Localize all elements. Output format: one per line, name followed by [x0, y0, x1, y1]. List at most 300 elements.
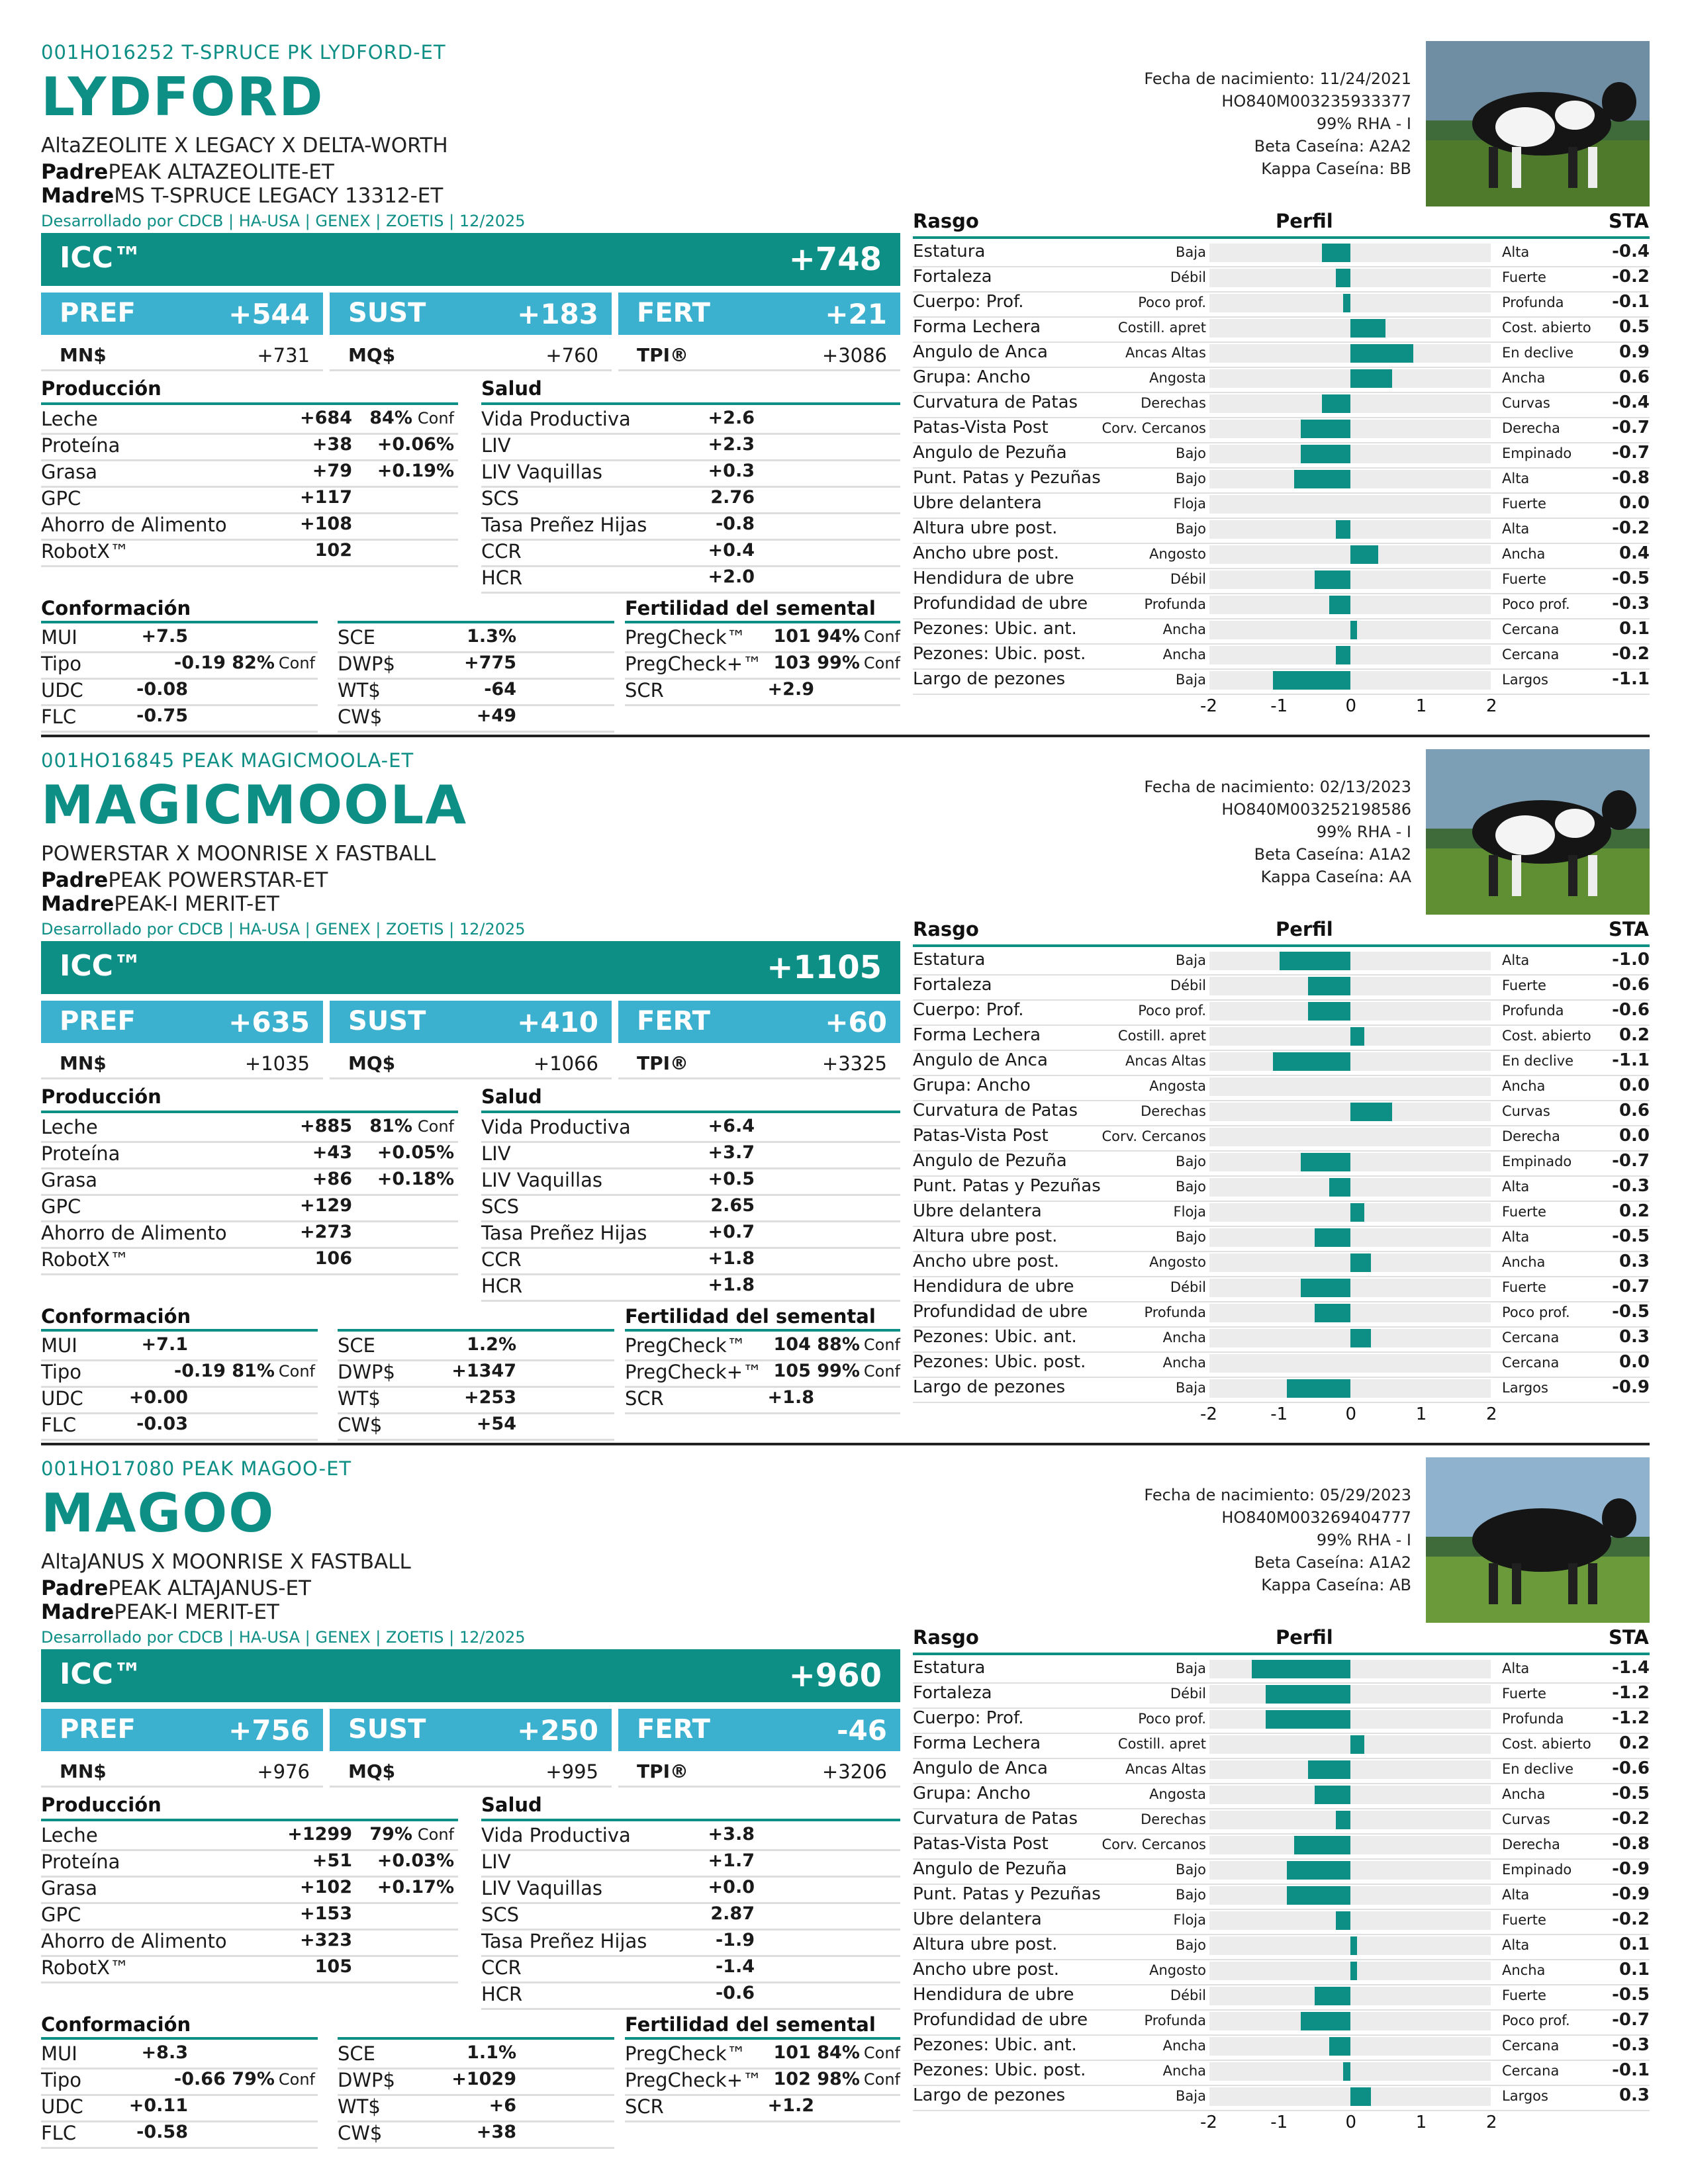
high-label: En declive [1502, 345, 1574, 361]
profile-bar [1273, 1052, 1350, 1071]
profile-bar [1350, 1027, 1364, 1046]
axis-tick-label: 0 [1345, 696, 1357, 716]
trait-value: 2.76 [710, 487, 755, 508]
lineal-row [913, 2034, 1650, 2061]
conformacion-row [41, 2120, 318, 2149]
trait-name: Curvatura de Patas [913, 1101, 1078, 1120]
low-label: Angosta [1149, 1078, 1206, 1094]
trait-name: Vida Productiva [481, 1116, 631, 1138]
sta-value: -0.3 [1612, 1176, 1650, 1196]
otros-rule [338, 2037, 614, 2040]
axis-tick-label: -2 [1200, 2113, 1217, 2132]
profile-bar [1322, 394, 1350, 413]
conformacion-title: Conformación [41, 1305, 191, 1328]
bull-photo-image [1426, 1457, 1650, 1623]
trait-value: +79 [312, 461, 352, 481]
trait-extra [369, 408, 454, 428]
profile-track [1209, 1379, 1491, 1398]
profile-track [1209, 319, 1491, 338]
birth-info [1144, 1484, 1411, 1596]
trait-value: -64 [484, 679, 516, 700]
profile-bar [1280, 952, 1350, 970]
sta-value: 0.6 [1618, 1101, 1650, 1120]
trait-name: SCS [481, 1195, 520, 1218]
salud-row [481, 433, 900, 461]
info-line: HO840M003252198586 [1221, 800, 1411, 819]
fertilidad-row [625, 2041, 900, 2070]
bull-photo [1426, 749, 1650, 915]
lineal-row [913, 568, 1650, 594]
trait-name: Angulo de Anca [913, 1050, 1048, 1070]
sta-value: -0.7 [1612, 1277, 1650, 1297]
sire-line [41, 868, 328, 892]
axis-tick-label: 2 [1486, 696, 1497, 716]
lineal-row [913, 2060, 1650, 2086]
salud-row [481, 1194, 900, 1222]
profile-bar [1301, 445, 1350, 463]
section-divider [41, 735, 1650, 737]
high-label: Curvas [1502, 395, 1550, 411]
low-label: Costill. apret [1117, 1028, 1206, 1044]
pref-label: PREF [60, 1006, 136, 1036]
trait-name: Grasa [41, 1877, 98, 1899]
high-label: Fuerte [1502, 496, 1546, 512]
salud-row [481, 1273, 900, 1302]
produccion-title: Producción [41, 377, 162, 400]
cow-leg [1512, 1563, 1521, 1604]
otros-row [338, 2068, 614, 2096]
salud-row [481, 406, 900, 435]
profile-bar [1287, 1379, 1350, 1398]
trait-extra-value: +0.06% [377, 434, 454, 455]
trait-name: Angulo de Pezuña [913, 443, 1067, 463]
lineal-row [913, 442, 1650, 469]
profile-bar [1315, 1786, 1350, 1804]
lineal-row [913, 1201, 1650, 1227]
cow-body [1472, 1508, 1611, 1572]
dam-line [41, 892, 279, 916]
index-tpi [618, 1756, 900, 1788]
profile-track [1209, 1128, 1491, 1146]
index-mq [330, 1048, 612, 1079]
sta-value: -0.7 [1612, 418, 1650, 437]
salud-row [481, 1247, 900, 1275]
mn-value: +976 [257, 1760, 310, 1783]
tpi-value: +3206 [821, 1760, 887, 1783]
mq-value: +760 [545, 344, 598, 367]
trait-name: Punt. Patas y Pezuñas [913, 1176, 1101, 1196]
trait-value: +273 [300, 1222, 352, 1242]
produccion-row [41, 1876, 458, 1904]
produccion-row [41, 1115, 458, 1143]
cow-head [1602, 82, 1636, 122]
trait-value-text: -0.03 [136, 1414, 188, 1434]
high-label: Cercana [1502, 621, 1560, 637]
fertilidad-row [625, 1359, 900, 1388]
trait-name: WT$ [338, 2095, 381, 2118]
low-label: Floja [1173, 1204, 1206, 1220]
conf-label: Conf [863, 654, 900, 672]
trait-value-text: 103 99% [773, 653, 860, 673]
axis-tick-label: -2 [1200, 1404, 1217, 1424]
high-label: Poco prof. [1502, 1304, 1570, 1320]
low-label: Ancas Altas [1125, 345, 1206, 361]
trait-extra-value: 79% [369, 1824, 412, 1844]
trait-value: +3.7 [708, 1142, 755, 1163]
trait-value: +6.4 [708, 1116, 755, 1136]
sta-value: 0.3 [1618, 2085, 1650, 2105]
profile-bar [1350, 1962, 1358, 1980]
developed-by: Desarrollado por CDCB | HA-USA | GENEX | ZOETIS | 12/2025 [41, 212, 526, 230]
produccion-row [41, 1194, 458, 1222]
trait-extra-value: +0.03% [377, 1850, 454, 1871]
lineal-row [913, 1783, 1650, 1809]
high-label: Alta [1502, 1887, 1530, 1903]
lineal-row [913, 392, 1650, 418]
trait-value: +684 [300, 408, 352, 428]
info-line: Fecha de nacimiento: 05/29/2023 [1144, 1486, 1411, 1504]
conf-label: Conf [863, 627, 900, 646]
conformacion-title: Conformación [41, 597, 191, 619]
salud-rule [481, 1111, 900, 1113]
high-label: Empinado [1502, 445, 1572, 461]
high-label: Ancha [1502, 1786, 1546, 1802]
sta-value: -0.2 [1612, 1809, 1650, 1829]
profile-bar [1350, 319, 1385, 338]
lineal-row [913, 668, 1650, 695]
sta-header: STA [1609, 1626, 1649, 1649]
profile-track [1209, 1936, 1491, 1955]
high-label: Fuerte [1502, 1279, 1546, 1295]
fertilidad-row [625, 2068, 900, 2096]
bull-photo-image [1426, 41, 1650, 206]
trait-value-text: +7.5 [141, 626, 188, 647]
high-label: Cercana [1502, 1355, 1560, 1371]
trait-name: Angulo de Anca [913, 1758, 1048, 1778]
low-label: Bajo [1176, 1154, 1206, 1169]
conformacion-row [41, 625, 318, 653]
axis-tick-label: 1 [1415, 1404, 1427, 1424]
high-label: Alta [1502, 1229, 1530, 1245]
high-label: Cost. abierto [1502, 1028, 1591, 1044]
pref-value: +756 [228, 1714, 310, 1747]
high-label: Fuerte [1502, 978, 1546, 993]
produccion-row [41, 512, 458, 541]
trait-value-text: 101 94% [773, 626, 860, 647]
subindex-fert [618, 1001, 900, 1043]
trait-name: Vida Productiva [481, 408, 631, 430]
mq-label: MQ$ [348, 1052, 396, 1074]
trait-name: Ahorro de Alimento [41, 1930, 227, 1952]
low-label: Derechas [1141, 1103, 1206, 1119]
profile-track [1209, 1735, 1491, 1754]
sust-value: +410 [517, 1006, 598, 1038]
section-divider [41, 1443, 1650, 1445]
high-label: Ancha [1502, 1254, 1546, 1270]
bull-name: MAGICMOOLA [41, 774, 468, 836]
low-label: Floja [1173, 1912, 1206, 1928]
low-label: Floja [1173, 496, 1206, 512]
profile-bar [1315, 1987, 1350, 2005]
sire-name: PEAK ALTAJANUS-ET [108, 1576, 311, 1600]
profile-bar [1350, 545, 1379, 564]
trait-name: Profundidad de ubre [913, 1302, 1088, 1322]
trait-value [768, 2095, 814, 2116]
axis-tick-label: 2 [1486, 2113, 1497, 2132]
trait-name: LIV [481, 1142, 511, 1165]
trait-value: +102 [300, 1877, 352, 1897]
profile-track [1209, 520, 1491, 539]
otros-row [338, 1386, 614, 1414]
trait-name: Profundidad de ubre [913, 594, 1088, 614]
subindex-pref [41, 1709, 323, 1751]
low-label: Bajo [1176, 445, 1206, 461]
conf-label: Conf [863, 1336, 900, 1354]
high-label: Derecha [1502, 1128, 1560, 1144]
high-label: Largos [1502, 1380, 1548, 1396]
sta-value: -1.0 [1612, 950, 1650, 970]
axis-tick-label: 1 [1415, 696, 1427, 716]
profile-bar [1336, 269, 1350, 287]
profile-bar [1329, 596, 1350, 614]
lineal-row [913, 999, 1650, 1026]
trait-name: Ubre delantera [913, 1201, 1042, 1221]
lineal-row [913, 1377, 1650, 1403]
lineal-row [913, 1326, 1650, 1353]
profile-bar [1301, 1279, 1350, 1297]
trait-name: PregCheck™ [625, 2042, 746, 2065]
high-label: Ancha [1502, 546, 1546, 562]
low-label: Profunda [1144, 1304, 1206, 1320]
low-label: Débil [1170, 1987, 1206, 2003]
trait-name: Altura ubre post. [913, 1226, 1058, 1246]
trait-name: Tasa Preñez Hijas [481, 1222, 647, 1244]
trait-value [174, 1361, 315, 1381]
trait-name: Grupa: Ancho [913, 1784, 1031, 1803]
trait-name: FLC [41, 1414, 77, 1436]
high-label: Poco prof. [1502, 2013, 1570, 2028]
trait-name: Proteína [41, 434, 120, 457]
trait-name: PregCheck+™ [625, 1361, 763, 1383]
axis-tick-label: -1 [1270, 1404, 1288, 1424]
profile-track [1209, 1685, 1491, 1704]
low-label: Bajo [1176, 1229, 1206, 1245]
sta-value: -1.1 [1612, 669, 1650, 689]
sta-value: 0.3 [1618, 1327, 1650, 1347]
mn-label: MN$ [60, 1760, 107, 1782]
lineal-row [913, 1301, 1650, 1328]
cow-leg [1489, 855, 1498, 896]
trait-value: +1.8 [708, 1248, 755, 1269]
trait-name: CW$ [338, 2122, 383, 2144]
tpi-label: TPI® [637, 344, 689, 366]
trait-name: Punt. Patas y Pezuñas [913, 1884, 1101, 1904]
tpi-value: +3086 [821, 344, 887, 367]
pref-label: PREF [60, 298, 136, 328]
low-label: Angosto [1149, 1254, 1206, 1270]
sust-value: +183 [517, 298, 598, 330]
trait-name: Leche [41, 1116, 98, 1138]
trait-value: 102 [314, 540, 352, 561]
sust-label: SUST [348, 1006, 426, 1036]
trait-extra-value: 81% [369, 1116, 412, 1136]
cow-leg [1489, 147, 1498, 188]
trait-value-text: +2.9 [767, 679, 814, 700]
axis-tick-label: -1 [1270, 2113, 1288, 2132]
sta-value: 0.2 [1618, 1201, 1650, 1221]
trait-name: Tipo [41, 1361, 82, 1383]
trait-extra [377, 434, 454, 455]
profile-bar [1343, 294, 1350, 312]
mn-label: MN$ [60, 1052, 107, 1074]
profile-bar [1287, 1886, 1350, 1905]
conformacion-rule [41, 2037, 318, 2040]
trait-name: Ahorro de Alimento [41, 1222, 227, 1244]
high-label: Fuerte [1502, 1912, 1546, 1928]
tpi-label: TPI® [637, 1760, 689, 1782]
trait-value: +54 [476, 1414, 516, 1434]
lineal-row [913, 1934, 1650, 1960]
profile-bar [1308, 1002, 1350, 1021]
profile-track [1209, 269, 1491, 287]
trait-name: FLC [41, 2122, 77, 2144]
profile-track [1209, 445, 1491, 463]
high-label: Fuerte [1502, 1686, 1546, 1702]
profile-track [1209, 1786, 1491, 1804]
trait-name: Leche [41, 1824, 98, 1846]
sta-value: 0.4 [1618, 543, 1650, 563]
trait-name: Largo de pezones [913, 1377, 1066, 1397]
profile-track [1209, 977, 1491, 995]
trait-name: RobotX™ [41, 1956, 129, 1979]
trait-name: Pezones: Ubic. post. [913, 644, 1086, 664]
trait-name: Patas-Vista Post [913, 418, 1049, 437]
sta-value: -0.7 [1612, 1151, 1650, 1171]
trait-name: UDC [41, 679, 83, 702]
trait-name: Ancho ubre post. [913, 543, 1059, 563]
trait-value [174, 2069, 315, 2089]
trait-name: CCR [481, 1248, 522, 1271]
trait-value: +2.0 [708, 567, 755, 587]
lineal-row [913, 1100, 1650, 1126]
produccion-row [41, 1902, 458, 1931]
trait-value: -1.4 [715, 1956, 755, 1977]
salud-row [481, 1141, 900, 1169]
profile-track [1209, 1836, 1491, 1854]
pedigree: POWERSTAR X MOONRISE X FASTBALL [41, 842, 436, 866]
trait-extra [377, 1142, 454, 1163]
sta-value: 0.6 [1618, 367, 1650, 387]
trait-name: Ahorro de Alimento [41, 514, 227, 536]
profile-bar [1308, 977, 1350, 995]
trait-name: CCR [481, 1956, 522, 1979]
conf-label: Conf [278, 654, 315, 672]
high-label: Ancha [1502, 1962, 1546, 1978]
trait-name: Hendidura de ubre [913, 1277, 1074, 1297]
info-line: Beta Caseína: A1A2 [1254, 1553, 1411, 1572]
cow-head [1602, 1498, 1636, 1538]
profile-track [1209, 1178, 1491, 1197]
trait-value-text: -0.19 82% [174, 653, 275, 673]
trait-value: +885 [300, 1116, 352, 1136]
profile-track [1209, 1228, 1491, 1247]
trait-extra [369, 1824, 454, 1844]
trait-name: Largo de pezones [913, 2085, 1066, 2105]
pref-value: +635 [228, 1006, 310, 1038]
otros-row [338, 2120, 614, 2149]
high-label: Derecha [1502, 1837, 1560, 1852]
trait-value [129, 1387, 188, 1408]
low-label: Corv. Cercanos [1102, 1837, 1206, 1852]
profile-bar [1350, 369, 1393, 388]
produccion-row [41, 1247, 458, 1275]
produccion-row [41, 406, 458, 435]
otros-row [338, 651, 614, 680]
trait-name: MUI [41, 626, 77, 649]
trait-value-text: 102 98% [773, 2069, 860, 2089]
fertilidad-rule [625, 1329, 900, 1332]
low-label: Baja [1176, 2088, 1206, 2104]
lineal-row [913, 1351, 1650, 1378]
trait-name: LIV Vaquillas [481, 461, 602, 483]
info-line: Fecha de nacimiento: 02/13/2023 [1144, 778, 1411, 796]
birth-info [1144, 776, 1411, 888]
profile-bar [1350, 1735, 1364, 1754]
trait-name: UDC [41, 2095, 83, 2118]
salud-row [481, 1981, 900, 2010]
sta-value: 0.0 [1618, 1352, 1650, 1372]
subindex-sust [330, 1001, 612, 1043]
profile-track [1209, 621, 1491, 639]
trait-value [136, 679, 188, 700]
trait-value: -1.9 [715, 1930, 755, 1950]
conformacion-row [41, 1412, 318, 1441]
trait-name: UDC [41, 1387, 83, 1410]
profile-track [1209, 2087, 1491, 2106]
tpi-value: +3325 [821, 1052, 887, 1075]
trait-name: Cuerpo: Prof. [913, 1000, 1024, 1020]
trait-name: Pezones: Ubic. post. [913, 2060, 1086, 2080]
high-label: Empinado [1502, 1862, 1572, 1878]
lineal-row [913, 593, 1650, 619]
low-label: Poco prof. [1138, 1711, 1206, 1727]
profile-bar [1252, 1660, 1350, 1678]
low-label: Profunda [1144, 596, 1206, 612]
sta-value: 0.5 [1618, 317, 1650, 337]
trait-name: Forma Lechera [913, 317, 1041, 337]
profile-track [1209, 1911, 1491, 1930]
low-label: Angosta [1149, 370, 1206, 386]
trait-name: PregCheck+™ [625, 2069, 763, 2091]
trait-value: +1347 [451, 1361, 516, 1381]
sta-value: -0.5 [1612, 1985, 1650, 2005]
trait-name: SCR [625, 679, 664, 702]
profile-track [1209, 1329, 1491, 1347]
fertilidad-title: Fertilidad del semental [625, 2013, 876, 2036]
profile-bar [1350, 1936, 1358, 1955]
low-label: Bajo [1176, 1179, 1206, 1195]
high-label: Alta [1502, 952, 1530, 968]
lineal-rule [913, 236, 1650, 239]
otros-row [338, 1333, 614, 1361]
info-line: Beta Caseína: A2A2 [1254, 137, 1411, 156]
fertilidad-rule [625, 621, 900, 623]
info-line: HO840M003235933377 [1221, 92, 1411, 111]
trait-name: Pezones: Ubic. post. [913, 1352, 1086, 1372]
high-label: Cercana [1502, 1330, 1560, 1345]
trait-value: +0.5 [708, 1169, 755, 1189]
low-label: Baja [1176, 1661, 1206, 1676]
